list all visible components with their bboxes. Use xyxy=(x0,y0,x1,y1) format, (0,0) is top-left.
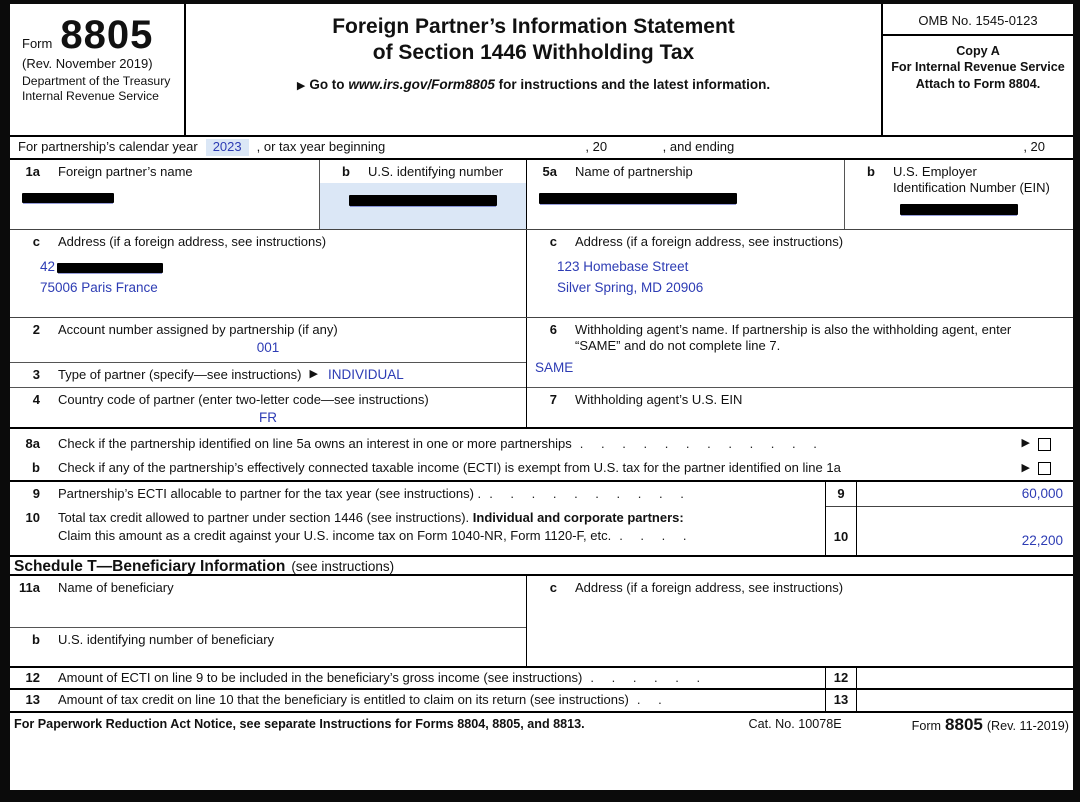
line-number: 12 xyxy=(25,669,40,685)
redacted-identifying-number-bar xyxy=(349,195,497,206)
field-label: Name of partnership xyxy=(575,164,693,179)
field-12-label-row xyxy=(10,668,825,688)
form-header xyxy=(10,4,1073,137)
field-2-account-number[interactable] xyxy=(10,318,526,363)
form-number: 8805 xyxy=(60,13,154,57)
field-1a-foreign-partner-name[interactable] xyxy=(10,160,320,229)
goto-suffix: for instructions and the latest information. xyxy=(494,77,771,93)
schedule-t-title: Schedule T—Beneficiary Information xyxy=(14,558,286,575)
form-word: Form xyxy=(911,719,942,734)
line-number: c xyxy=(549,580,557,595)
field-13-label-row xyxy=(10,690,825,711)
line-number: 11a xyxy=(19,580,40,595)
row-12 xyxy=(10,668,1073,690)
box-10: 10 xyxy=(833,529,849,544)
field-5b-ein[interactable] xyxy=(845,160,1073,229)
field-label: Type of partner (specify—see instructions) xyxy=(58,366,302,382)
labels-9-10 xyxy=(10,482,825,555)
field-label: Withholding agent’s U.S. EIN xyxy=(575,392,743,407)
line-number: 2 xyxy=(32,322,40,337)
field-label: Amount of ECTI on line 9 to be included in the beneficiary’s gross income (see instructions) xyxy=(58,669,583,685)
beneficiary-ecti-value[interactable] xyxy=(857,668,1073,688)
field-8b-checkbox-row xyxy=(10,457,1073,480)
checkbox-8b[interactable] xyxy=(1038,462,1051,475)
field-9-label-row xyxy=(10,482,825,507)
page-title: Foreign Partner’s Information Statement of Section 1446 Withholding Tax xyxy=(332,15,735,64)
redacted-partnership-name-bar xyxy=(539,193,737,204)
field-label: Address (if a foreign address, see instructions) xyxy=(58,234,327,249)
rows-2-7 xyxy=(10,318,1073,429)
box-12: 12 xyxy=(825,668,857,688)
left-column-11 xyxy=(10,576,527,666)
form-id-block xyxy=(10,4,186,135)
dot-leader: . . . . . . xyxy=(590,669,701,685)
field-5c-partnership-address[interactable] xyxy=(527,230,1073,317)
right-arrow-icon: ▶ xyxy=(1021,461,1030,474)
field-label: Withholding agent’s name. If partnership is also the withholding agent, enter “SAME” and do not complete line 7. xyxy=(575,322,1012,354)
dot-leader: . . . . xyxy=(619,528,687,544)
line-number: b xyxy=(32,460,40,476)
omb-copy-block xyxy=(881,4,1073,135)
schedule-t-subtitle: (see instructions) xyxy=(291,559,395,574)
right-arrow-icon: ▶ xyxy=(1021,437,1030,450)
right-column-6-7 xyxy=(527,318,1073,427)
amount-values-9-10 xyxy=(857,482,1073,555)
rows-11 xyxy=(10,576,1073,668)
field-5a-partnership-name[interactable] xyxy=(527,160,845,229)
right-arrow-icon: ▶ xyxy=(309,368,318,381)
copy-a-label: Copy A xyxy=(956,44,1000,58)
year-20-label-1: , 20 xyxy=(585,139,608,155)
row-names-ids xyxy=(10,160,1073,230)
tax-credit-amount-value[interactable]: 22,200 xyxy=(1021,533,1063,548)
line-number: 9 xyxy=(32,486,40,502)
line-number: 8a xyxy=(25,435,40,451)
irs-url: www.irs.gov/Form8805 xyxy=(348,77,495,93)
rows-8-checkboxes xyxy=(10,429,1073,482)
ecti-amount-value[interactable]: 60,000 xyxy=(857,482,1073,507)
goto-prefix: Go to xyxy=(309,77,349,93)
line-number: 5a xyxy=(542,164,557,179)
field-label: Foreign partner’s name xyxy=(58,164,193,179)
footer-form-id xyxy=(912,714,1069,735)
goto-line xyxy=(186,77,881,94)
box-9: 9 xyxy=(826,482,856,507)
field-label: Check if the partnership identified on line 5a owns an interest in one or more partnerships xyxy=(58,435,572,451)
row-13 xyxy=(10,690,1073,713)
field-10-label-row xyxy=(10,507,825,555)
tax-year-row xyxy=(10,137,1073,160)
line-number: 13 xyxy=(25,692,40,708)
field-label: Partnership’s ECTI allocable to partner for the tax year (see instructions) . xyxy=(58,486,482,502)
dept-line2: Internal Revenue Service xyxy=(22,88,159,103)
calendar-year-label: For partnership’s calendar year xyxy=(18,139,198,155)
field-label: Address (if a foreign address, see instructions) xyxy=(575,234,844,249)
checkbox-8a[interactable] xyxy=(1038,438,1051,451)
form-revision: (Rev. November 2019) xyxy=(22,56,153,72)
form-footer xyxy=(10,713,1073,737)
redacted-street-bar xyxy=(57,263,163,273)
dot-leader: . . . . . . . . . . xyxy=(489,486,684,502)
partner-address-value[interactable]: 42 75006 Paris France xyxy=(40,256,526,298)
country-code-value[interactable]: FR xyxy=(259,410,277,426)
field-11b-beneficiary-id[interactable] xyxy=(10,628,526,668)
account-number-value[interactable]: 001 xyxy=(256,340,280,356)
form-word: Form xyxy=(22,36,53,51)
field-10-label-line2: Claim this amount as a credit against your U.S. income tax on Form 1040-NR, Form 1120-F, etc. . . . . xyxy=(10,528,825,544)
field-8a-checkbox-row xyxy=(10,429,1073,457)
field-label: U.S. identifying number xyxy=(368,164,504,179)
field-label: Country code of partner (enter two-letter code—see instructions) xyxy=(58,392,429,407)
line-number: b xyxy=(867,164,875,179)
field-label: Amount of tax credit on line 10 that the beneficiary is entitled to claim on its return (see instructions) xyxy=(58,692,629,708)
line-number: 6 xyxy=(549,322,557,337)
line-number: 1a xyxy=(25,164,40,179)
field-1b-us-identifying-number[interactable] xyxy=(320,160,527,229)
omb-number: OMB No. 1545-0123 xyxy=(883,4,1073,36)
redacted-ein-bar xyxy=(900,204,1018,215)
withholding-agent-name-value[interactable]: SAME xyxy=(535,359,574,375)
left-column-2-4 xyxy=(10,318,527,427)
field-11a-beneficiary-name[interactable] xyxy=(10,576,526,628)
line-number: 7 xyxy=(549,392,557,407)
catalog-number: Cat. No. 10078E xyxy=(748,717,842,732)
form-number: 8805 xyxy=(945,715,983,735)
calendar-year-field[interactable]: 2023 xyxy=(206,139,249,155)
line-number: b xyxy=(32,632,40,647)
field-label: Name of beneficiary xyxy=(58,580,174,595)
line-number-boxes-9-10 xyxy=(825,482,857,555)
copy-a-line2: For Internal Revenue Service xyxy=(891,60,1065,75)
box-13: 13 xyxy=(825,690,857,711)
field-4-country-code[interactable] xyxy=(10,388,526,429)
field-11c-beneficiary-address[interactable] xyxy=(527,576,1073,666)
field-3-type-of-partner[interactable] xyxy=(10,363,526,388)
dot-leader: . . xyxy=(636,692,662,708)
line-number: 4 xyxy=(32,392,40,407)
dot-leader: . . . . . . . . . . . . xyxy=(579,435,817,451)
type-of-partner-value[interactable]: INDIVIDUAL xyxy=(327,366,404,382)
dept-line1: Department of the Treasury xyxy=(22,73,171,88)
row-addresses xyxy=(10,230,1073,318)
field-label: Total tax credit allowed to partner under section 1446 (see instructions). Individual and corporate partners: xyxy=(58,510,684,525)
line-number: b xyxy=(342,164,350,179)
right-arrow-icon: ▶ xyxy=(296,80,306,93)
line-number: 3 xyxy=(32,366,40,382)
field-label: Check if any of the partnership’s effectively connected taxable income (ECTI) is exempt from U.S. tax for the partner identified on line 1a xyxy=(58,460,841,476)
copy-a-block xyxy=(883,36,1073,92)
paperwork-notice: For Paperwork Reduction Act Notice, see separate Instructions for Forms 8804, 8805, and 8813. xyxy=(14,717,585,732)
form-revision: (Rev. 11-2019) xyxy=(986,719,1069,734)
field-label: Address (if a foreign address, see instructions) xyxy=(575,580,844,595)
beneficiary-credit-value[interactable] xyxy=(857,690,1073,711)
field-label: U.S. Employer Identification Number (EIN) xyxy=(893,164,1050,196)
tax-year-beginning-label: , or tax year beginning xyxy=(256,139,386,155)
year-20-label-2: , 20 xyxy=(1023,139,1045,155)
field-label: U.S. identifying number of beneficiary xyxy=(58,632,275,647)
field-7-withholding-agent-ein[interactable] xyxy=(527,388,1073,429)
and-ending-label: , and ending xyxy=(662,139,735,155)
field-label: Account number assigned by partnership (if any) xyxy=(58,322,338,337)
partnership-address-value[interactable]: 123 Homebase Street Silver Spring, MD 20906 xyxy=(557,259,704,296)
line-number: 10 xyxy=(25,510,40,525)
field-1c-partner-address[interactable] xyxy=(10,230,527,317)
field-6-withholding-agent-name[interactable] xyxy=(527,318,1073,388)
rows-9-10 xyxy=(10,482,1073,555)
form-title-block xyxy=(186,4,881,135)
schedule-t-header xyxy=(10,555,1073,576)
copy-a-line3: Attach to Form 8804. xyxy=(915,76,1041,91)
line-number: c xyxy=(549,234,557,249)
line-number: c xyxy=(32,234,40,249)
redacted-partner-name-bar xyxy=(22,193,114,203)
